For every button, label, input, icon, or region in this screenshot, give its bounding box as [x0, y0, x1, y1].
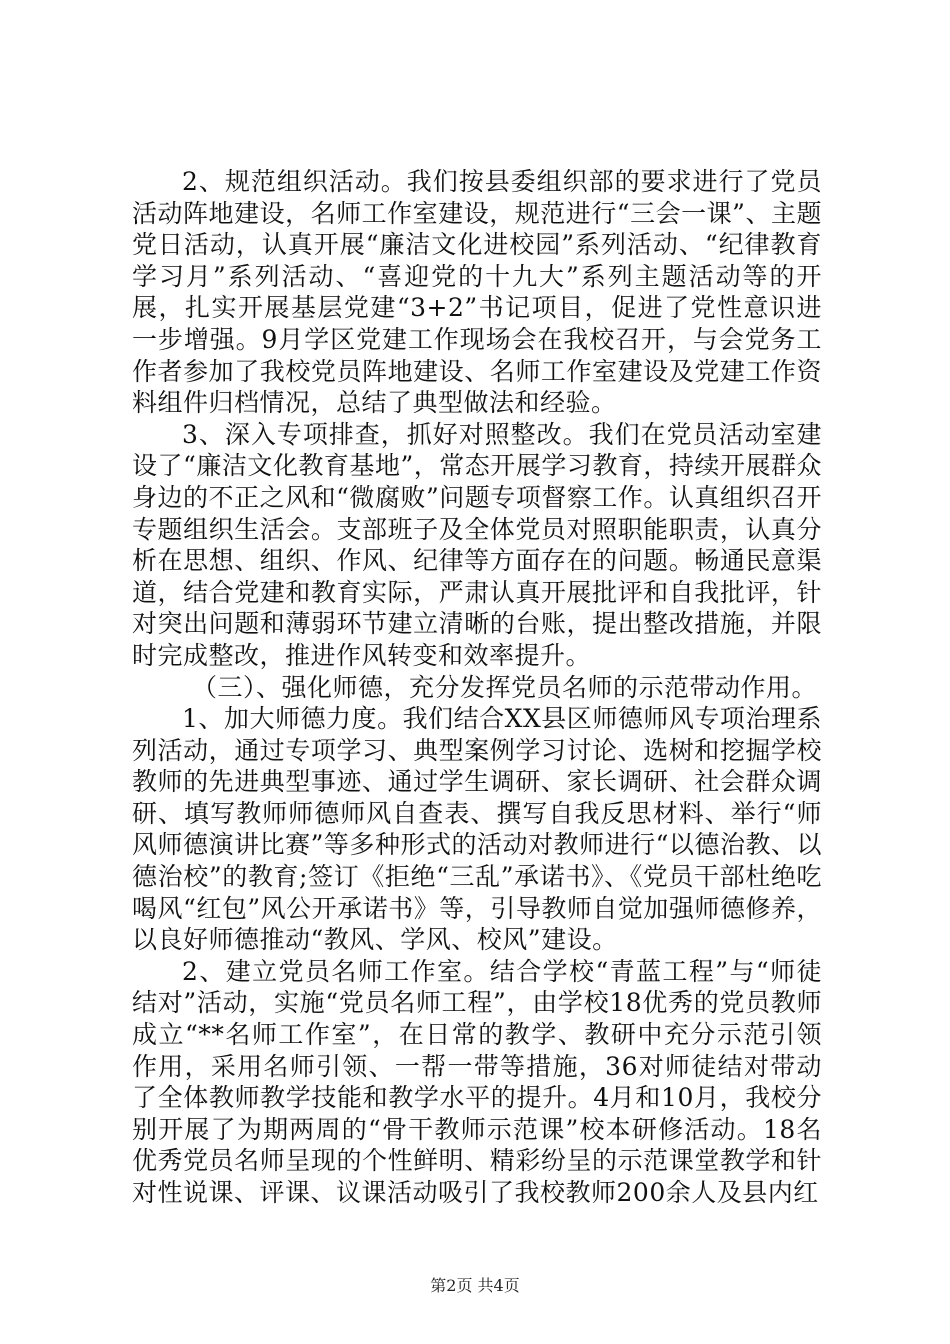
paragraph-2-master-teacher-studio: 2、建立党员名师工作室。结合学校“青蓝工程”与“师徒结对”活动，实施“党员名师工程”，由学校18优秀的党员教师成立“**名师工作室”，在日常的教学、教研中充分示范引领作用，采用名师引领、一帮一带等措施，36对师徒结对带动了全体教师教学技能和教学水平的提升。4月和10月，我校分别开展了为期两周的“骨干教师示范课”校本研修活动。18名优秀党员名师呈现的个性鲜明、精彩纷呈的示范课堂教学和针对性说课、评课、议课活动吸引了我校教师200余人及县内红: [132, 956, 822, 1207]
paragraph-3-special-inspection: 3、深入专项排查，抓好对照整改。我们在党员活动室建设了“廉洁文化教育基地”，常态开展学习教育，持续开展群众身边的不正之风和“微腐败”问题专项督察工作。认真组织召开专题组织生活会。支部班子及全体党员对照职能职责，认真分析在思想、组织、作风、纪律等方面存在的问题。畅通民意渠道，结合党建和教育实际，严肃认真开展批评和自我批评，针对突出问题和薄弱环节建立清晰的台账，提出整改措施，并限时完成整改，推进作风转变和效率提升。: [132, 419, 822, 670]
document-body: [132, 166, 822, 1209]
paragraph-2-organize-activities: 2、规范组织活动。我们按县委组织部的要求进行了党员活动阵地建设，名师工作室建设，规范进行“三会一课”、主题党日活动，认真开展“廉洁文化进校园”系列活动、“纪律教育学习月”系列活动、“喜迎党的十九大”系列主题活动等的开展，扎实开展基层党建“3+2”书记项目，促进了党性意识进一步增强。9月学区党建工作现场会在我校召开，与会党务工作者参加了我校党员阵地建设、名师工作室建设及党建工作资料组件归档情况，总结了典型做法和经验。: [132, 167, 822, 418]
paragraph-1-teacher-ethics: 1、加大师德力度。我们结合XX县区师德师风专项治理系列活动，通过专项学习、典型案例学习讨论、选树和挖掘学校教师的先进典型事迹、通过学生调研、家长调研、社会群众调研、填写教师师德师风自查表、撰写自我反思材料、举行“师风师德演讲比赛”等多种形式的活动对教师进行“以德治教、以德治校”的教育;签订《拒绝“三乱”承诺书》、《党员干部杜绝吃喝风“红包”风公开承诺书》等，引导教师自觉加强师德修养，以良好师德推动“教风、学风、校风”建设。: [132, 704, 822, 955]
section-heading-3: （三）、强化师德，充分发挥党员名师的示范带动作用。: [192, 672, 818, 702]
page-number-footer: 第2页 共4页: [430, 1276, 520, 1295]
